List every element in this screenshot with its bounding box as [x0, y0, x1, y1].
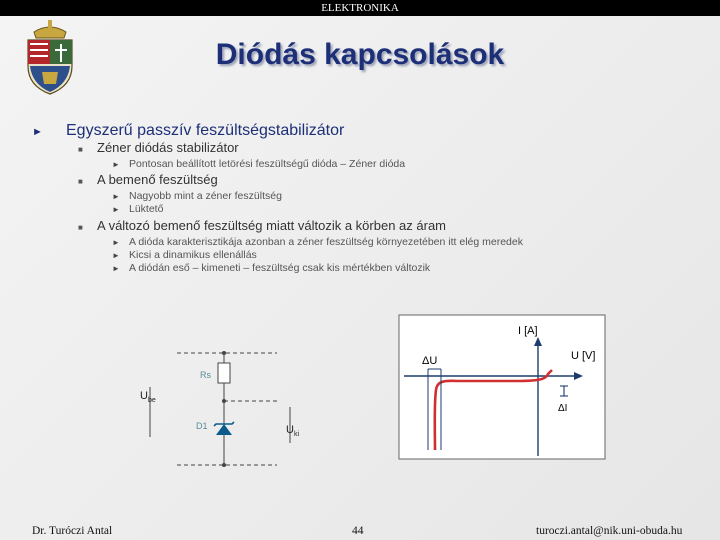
resistor-label: Rs: [200, 370, 211, 380]
zener-circuit-diagram: [140, 325, 340, 485]
output-voltage-label: $U_{ki}$: [286, 424, 300, 438]
bullet-item-2: [78, 172, 218, 187]
bullet-item-text: Zéner diódás stabilizátor: [97, 140, 239, 155]
square-bullet-icon: ■: [78, 177, 83, 186]
sub-bullet-text: Nagyobb mint a zéner feszültség: [129, 190, 282, 202]
sub-bullet: [112, 262, 430, 275]
diode-label: D1: [196, 421, 208, 431]
university-crest-icon: [22, 18, 78, 96]
triangle-bullet-icon: ►: [112, 264, 120, 273]
triangle-bullet-icon: ►: [112, 251, 120, 260]
triangle-bullet-icon: ►: [112, 192, 120, 201]
circuit-node: [222, 399, 226, 403]
delta-i-label: ΔI: [558, 403, 568, 414]
bullet-main-text: Egyszerű passzív feszültségstabilizátor: [66, 122, 345, 139]
sub-bullet-text: A dióda karakterisztikája azonban a zéner feszültség környezetében itt elég meredek: [129, 236, 523, 248]
bullet-item-text: A változó bemenő feszültség miatt változik a körben az áram: [97, 218, 447, 233]
i-axis-label: I [A]: [518, 325, 538, 337]
sub-bullet-text: Lüktető: [129, 203, 164, 215]
square-bullet-icon: ■: [78, 223, 83, 232]
sub-bullet: [112, 249, 257, 262]
circuit-node: [222, 351, 226, 355]
bullet-item-text: A bemenő feszültség: [97, 172, 218, 187]
sub-bullet-text: Pontosan beállított letörési feszültségű dióda – Zéner dióda: [129, 158, 406, 170]
triangle-bullet-icon: ►: [32, 126, 43, 138]
sub-bullet-text: A diódán eső – kimeneti – feszültség csak kis mértékben változik: [129, 262, 431, 274]
triangle-bullet-icon: ►: [112, 160, 120, 169]
sub-bullet-text: Kicsi a dinamikus ellenállás: [129, 249, 257, 261]
zener-characteristic-graph: [398, 314, 606, 460]
resistor-rs: [218, 363, 230, 383]
triangle-bullet-icon: ►: [112, 205, 120, 214]
delta-u-label: ΔU: [422, 355, 438, 367]
header-label: ELEKTRONIKA: [321, 2, 399, 14]
circuit-node: [222, 463, 226, 467]
sub-bullet: [112, 190, 282, 203]
input-voltage-label: $U_{be}$: [140, 390, 156, 404]
sub-bullet: [112, 158, 405, 171]
footer-page-number: 44: [352, 525, 364, 537]
u-axis-label: U [V]: [571, 350, 596, 362]
bullet-item-1: [78, 140, 239, 155]
zener-diode-symbol: [214, 422, 234, 435]
bullet-main: [32, 122, 344, 140]
triangle-bullet-icon: ►: [112, 238, 120, 247]
graph-frame: [399, 315, 605, 459]
bullet-item-3: [78, 218, 446, 233]
footer-author: Dr. Turóczi Antal: [32, 525, 113, 537]
sub-bullet: [112, 203, 163, 216]
footer-email: turoczi.antal@nik.uni-obuda.hu: [536, 525, 683, 537]
header-bar: [0, 0, 720, 16]
slide-title: Diódás kapcsolások: [215, 38, 505, 71]
square-bullet-icon: ■: [78, 145, 83, 154]
sub-bullet: [112, 236, 523, 249]
